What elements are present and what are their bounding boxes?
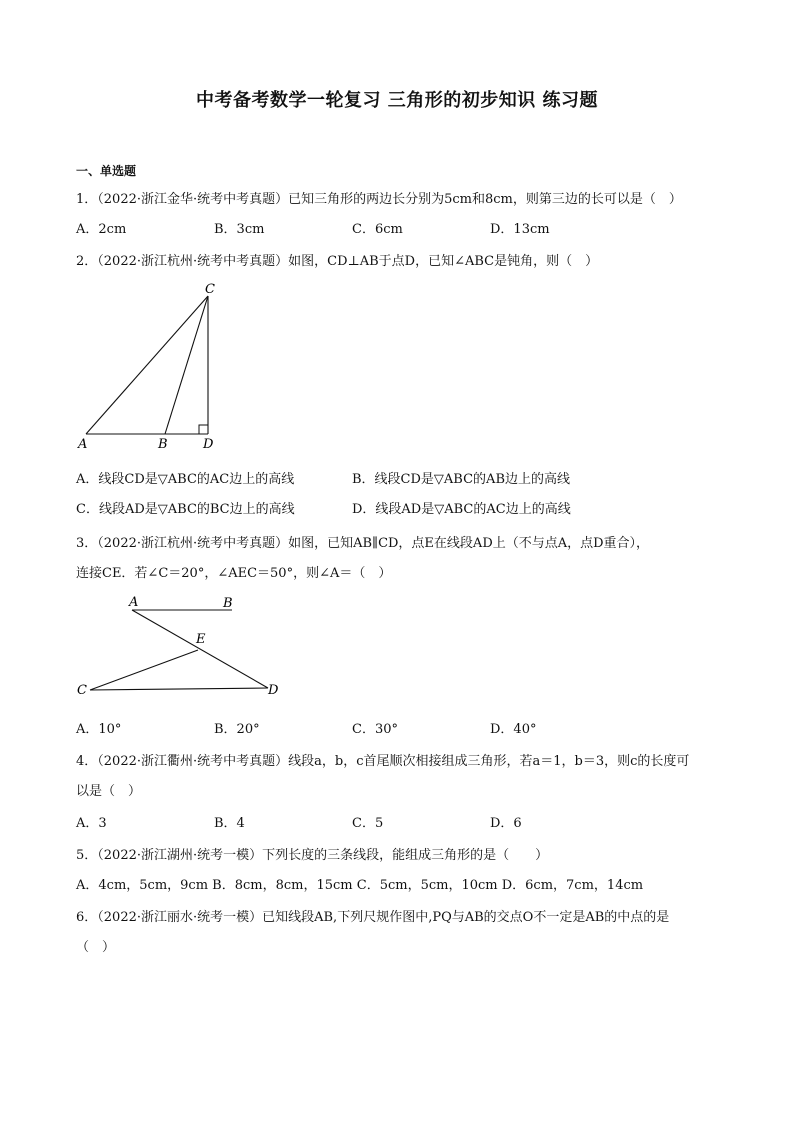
q2-option-c: C．线段AD是▽ABC的BC边上的高线 bbox=[76, 502, 295, 517]
q4-option-a: A．3 bbox=[76, 816, 107, 831]
segment-ce bbox=[90, 650, 198, 690]
q3-option-d: D．40° bbox=[490, 722, 537, 737]
right-angle-mark bbox=[199, 425, 208, 434]
q1-option-d: D．13cm bbox=[490, 222, 550, 237]
label-a: A bbox=[129, 595, 139, 610]
q4-option-c: C．5 bbox=[352, 816, 384, 831]
label-b: B bbox=[223, 596, 233, 611]
question-4-stem-line-2: 以是（ ） bbox=[76, 784, 142, 799]
segment-ad bbox=[132, 610, 268, 688]
q2-option-a: A．线段CD是▽ABC的AC边上的高线 bbox=[76, 472, 295, 487]
question-3-stem-line-1: 3．（2022·浙江杭州·统考中考真题）如图，已知AB∥CD，点E在线段AD上（不与点A，点D重合）， bbox=[76, 536, 650, 551]
q4-option-b: B．4 bbox=[214, 816, 245, 831]
question-6-stem-line-1: 6．（2022·浙江丽水·统考一模）已知线段AB,下列尺规作图中,PQ与AB的交点O不一定是AB的中点的是 bbox=[76, 910, 670, 925]
segment-cd bbox=[90, 688, 268, 690]
segment-bc bbox=[165, 296, 208, 434]
question-5-stem: 5．（2022·浙江湖州·统考一模）下列长度的三条线段，能组成三角形的是（ ） bbox=[76, 848, 549, 863]
question-2-stem: 2．（2022·浙江杭州·统考中考真题）如图，CD⊥AB于点D，已知∠ABC是钝角，则（ ） bbox=[76, 254, 599, 269]
section-heading: 一、单选题 bbox=[76, 164, 137, 178]
q3-option-a: A．10° bbox=[76, 722, 122, 737]
label-c: C bbox=[205, 282, 215, 297]
question-4-stem-line-1: 4．（2022·浙江衢州·统考中考真题）线段a，b，c首尾顺次相接组成三角形，若a＝1，b＝3，则c的长度可 bbox=[76, 754, 690, 769]
q1-option-a: A．2cm bbox=[76, 222, 127, 237]
segment-ac bbox=[86, 296, 208, 434]
label-d: D bbox=[268, 683, 279, 698]
q4-option-d: D．6 bbox=[490, 816, 522, 831]
q3-parallel-figure bbox=[70, 590, 290, 705]
label-e: E bbox=[196, 632, 206, 647]
q1-option-b: B．3cm bbox=[214, 222, 265, 237]
label-c: C bbox=[77, 683, 87, 698]
q1-option-c: C．6cm bbox=[352, 222, 403, 237]
question-3-stem-line-2: 连接CE．若∠C＝20°，∠AEC＝50°，则∠A＝（ ） bbox=[76, 566, 392, 581]
label-d: D bbox=[203, 437, 214, 452]
q2-option-b: B．线段CD是▽ABC的AB边上的高线 bbox=[352, 472, 570, 487]
question-1-stem: 1．（2022·浙江金华·统考中考真题）已知三角形的两边长分别为5cm和8cm，则第三边的长可以是（ ） bbox=[76, 192, 682, 207]
label-b: B bbox=[158, 437, 168, 452]
question-5-options: A．4cm，5cm，9cm B．8cm，8cm，15cm C．5cm，5cm，10cm D．6cm，7cm，14cm bbox=[76, 878, 644, 893]
question-6-stem-line-2: （ ） bbox=[76, 940, 116, 955]
page-title: 中考备考数学一轮复习 三角形的初步知识 练习题 bbox=[195, 90, 599, 111]
q3-option-c: C．30° bbox=[352, 722, 398, 737]
q3-option-b: B．20° bbox=[214, 722, 260, 737]
label-a: A bbox=[78, 437, 88, 452]
q2-triangle-figure bbox=[70, 280, 240, 455]
q2-option-d: D．线段AD是▽ABC的AC边上的高线 bbox=[352, 502, 571, 517]
